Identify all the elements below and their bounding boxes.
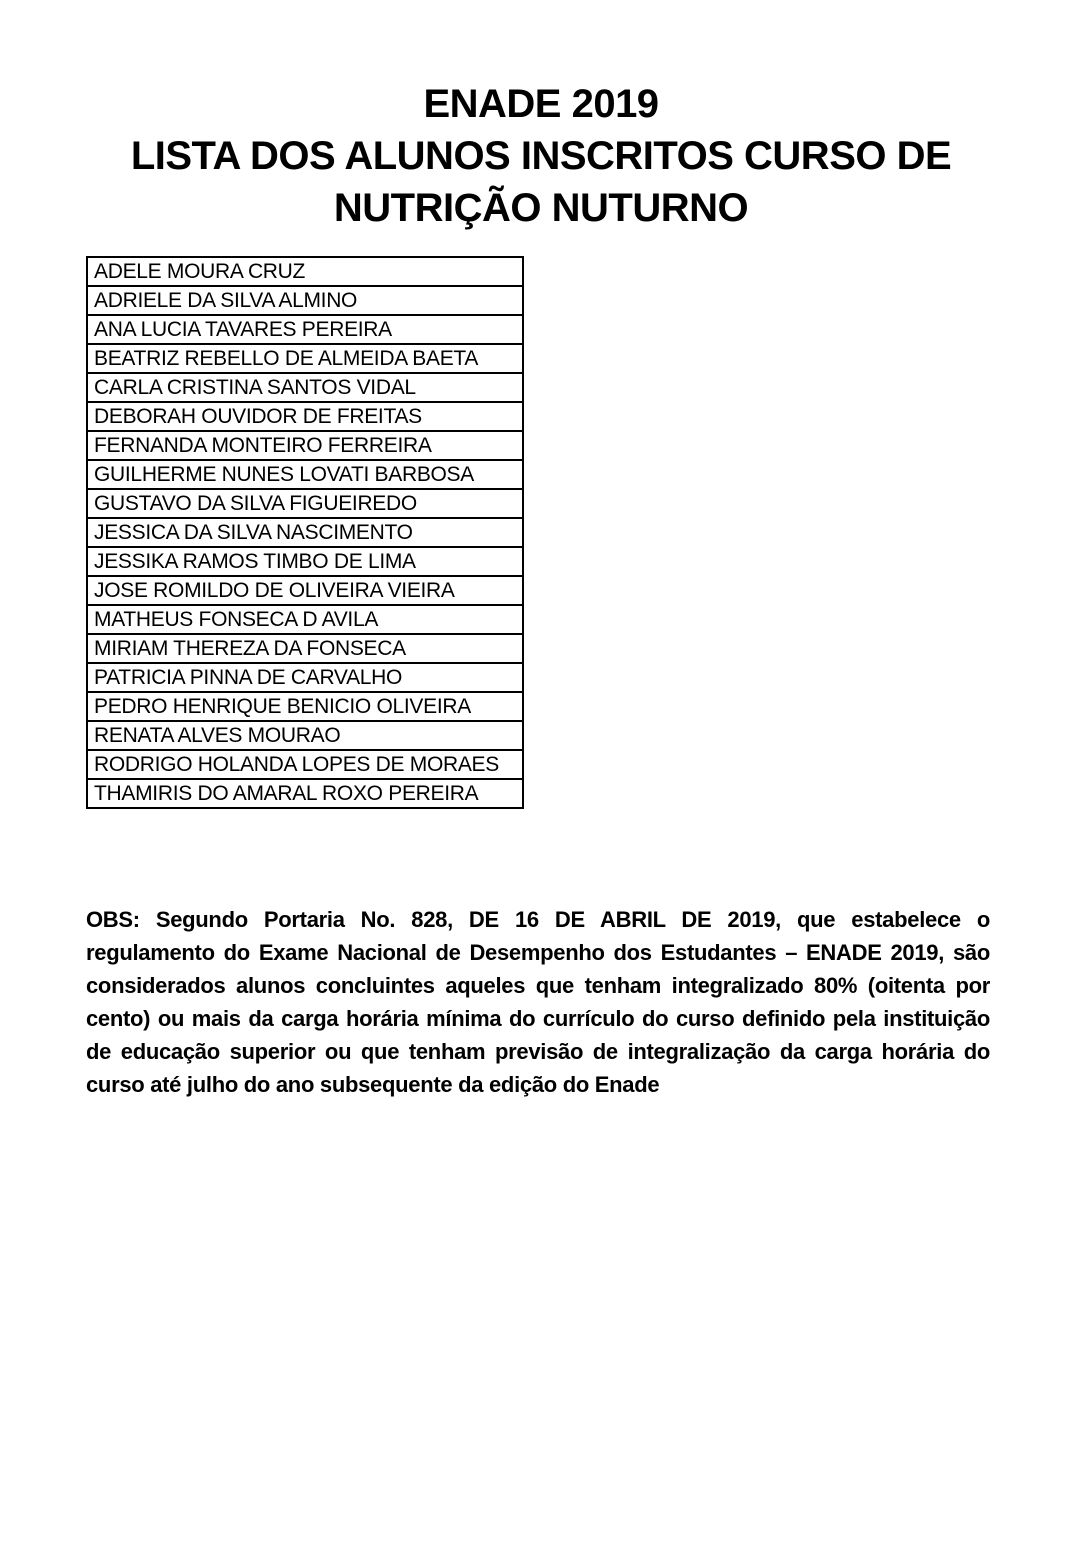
table-row bbox=[87, 518, 523, 547]
table-row bbox=[87, 286, 523, 315]
student-name-cell: BEATRIZ REBELLO DE ALMEIDA BAETA bbox=[87, 344, 523, 373]
student-name-cell: MATHEUS FONSECA D AVILA bbox=[87, 605, 523, 634]
student-name-cell: FERNANDA MONTEIRO FERREIRA bbox=[87, 431, 523, 460]
student-name-cell: DEBORAH OUVIDOR DE FREITAS bbox=[87, 402, 523, 431]
table-row bbox=[87, 721, 523, 750]
table-row bbox=[87, 750, 523, 779]
title-line-1: ENADE 2019 bbox=[423, 82, 659, 126]
student-name-cell: GUILHERME NUNES LOVATI BARBOSA bbox=[87, 460, 523, 489]
student-name-cell: CARLA CRISTINA SANTOS VIDAL bbox=[87, 373, 523, 402]
student-name-cell: PEDRO HENRIQUE BENICIO OLIVEIRA bbox=[87, 692, 523, 721]
student-name-cell: RODRIGO HOLANDA LOPES DE MORAES bbox=[87, 750, 523, 779]
table-row bbox=[87, 779, 523, 808]
table-row bbox=[87, 692, 523, 721]
student-name-cell: ANA LUCIA TAVARES PEREIRA bbox=[87, 315, 523, 344]
table-row bbox=[87, 634, 523, 663]
student-name-cell: GUSTAVO DA SILVA FIGUEIREDO bbox=[87, 489, 523, 518]
student-name-cell: JESSIKA RAMOS TIMBO DE LIMA bbox=[87, 547, 523, 576]
document-title bbox=[86, 78, 996, 234]
table-row bbox=[87, 431, 523, 460]
students-table bbox=[86, 256, 524, 809]
table-row bbox=[87, 460, 523, 489]
student-name-cell: JOSE ROMILDO DE OLIVEIRA VIEIRA bbox=[87, 576, 523, 605]
students-table-body bbox=[87, 257, 523, 808]
table-row bbox=[87, 344, 523, 373]
title-line-2: LISTA DOS ALUNOS INSCRITOS CURSO DE bbox=[130, 134, 952, 178]
table-row bbox=[87, 663, 523, 692]
table-row bbox=[87, 489, 523, 518]
student-name-cell: THAMIRIS DO AMARAL ROXO PEREIRA bbox=[87, 779, 523, 808]
obs-paragraph: OBS: Segundo Portaria No. 828, DE 16 DE ABRIL DE 2019, que estabelece o regulamento do Exame Nacional de Desempenho dos Estudantes – ENADE 2019, são considerados alunos concluintes aqueles que tenham integralizado 80% (oitenta por cento) ou mais da carga horária mínima do currículo do curso definido pela instituição de educação superior ou que tenham previsão de integralização da carga horária do curso até julho do ano subsequente da edição do Enade bbox=[86, 907, 990, 1097]
table-row bbox=[87, 605, 523, 634]
student-name-cell: PATRICIA PINNA DE CARVALHO bbox=[87, 663, 523, 692]
table-row bbox=[87, 576, 523, 605]
table-row bbox=[87, 315, 523, 344]
student-name-cell: RENATA ALVES MOURAO bbox=[87, 721, 523, 750]
title-line-3: NUTRIÇÃO NUTURNO bbox=[333, 186, 749, 230]
table-row bbox=[87, 547, 523, 576]
student-name-cell: MIRIAM THEREZA DA FONSECA bbox=[87, 634, 523, 663]
student-name-cell: ADELE MOURA CRUZ bbox=[87, 257, 523, 286]
table-row bbox=[87, 402, 523, 431]
table-row bbox=[87, 373, 523, 402]
student-name-cell: ADRIELE DA SILVA ALMINO bbox=[87, 286, 523, 315]
table-row bbox=[87, 257, 523, 286]
student-name-cell: JESSICA DA SILVA NASCIMENTO bbox=[87, 518, 523, 547]
